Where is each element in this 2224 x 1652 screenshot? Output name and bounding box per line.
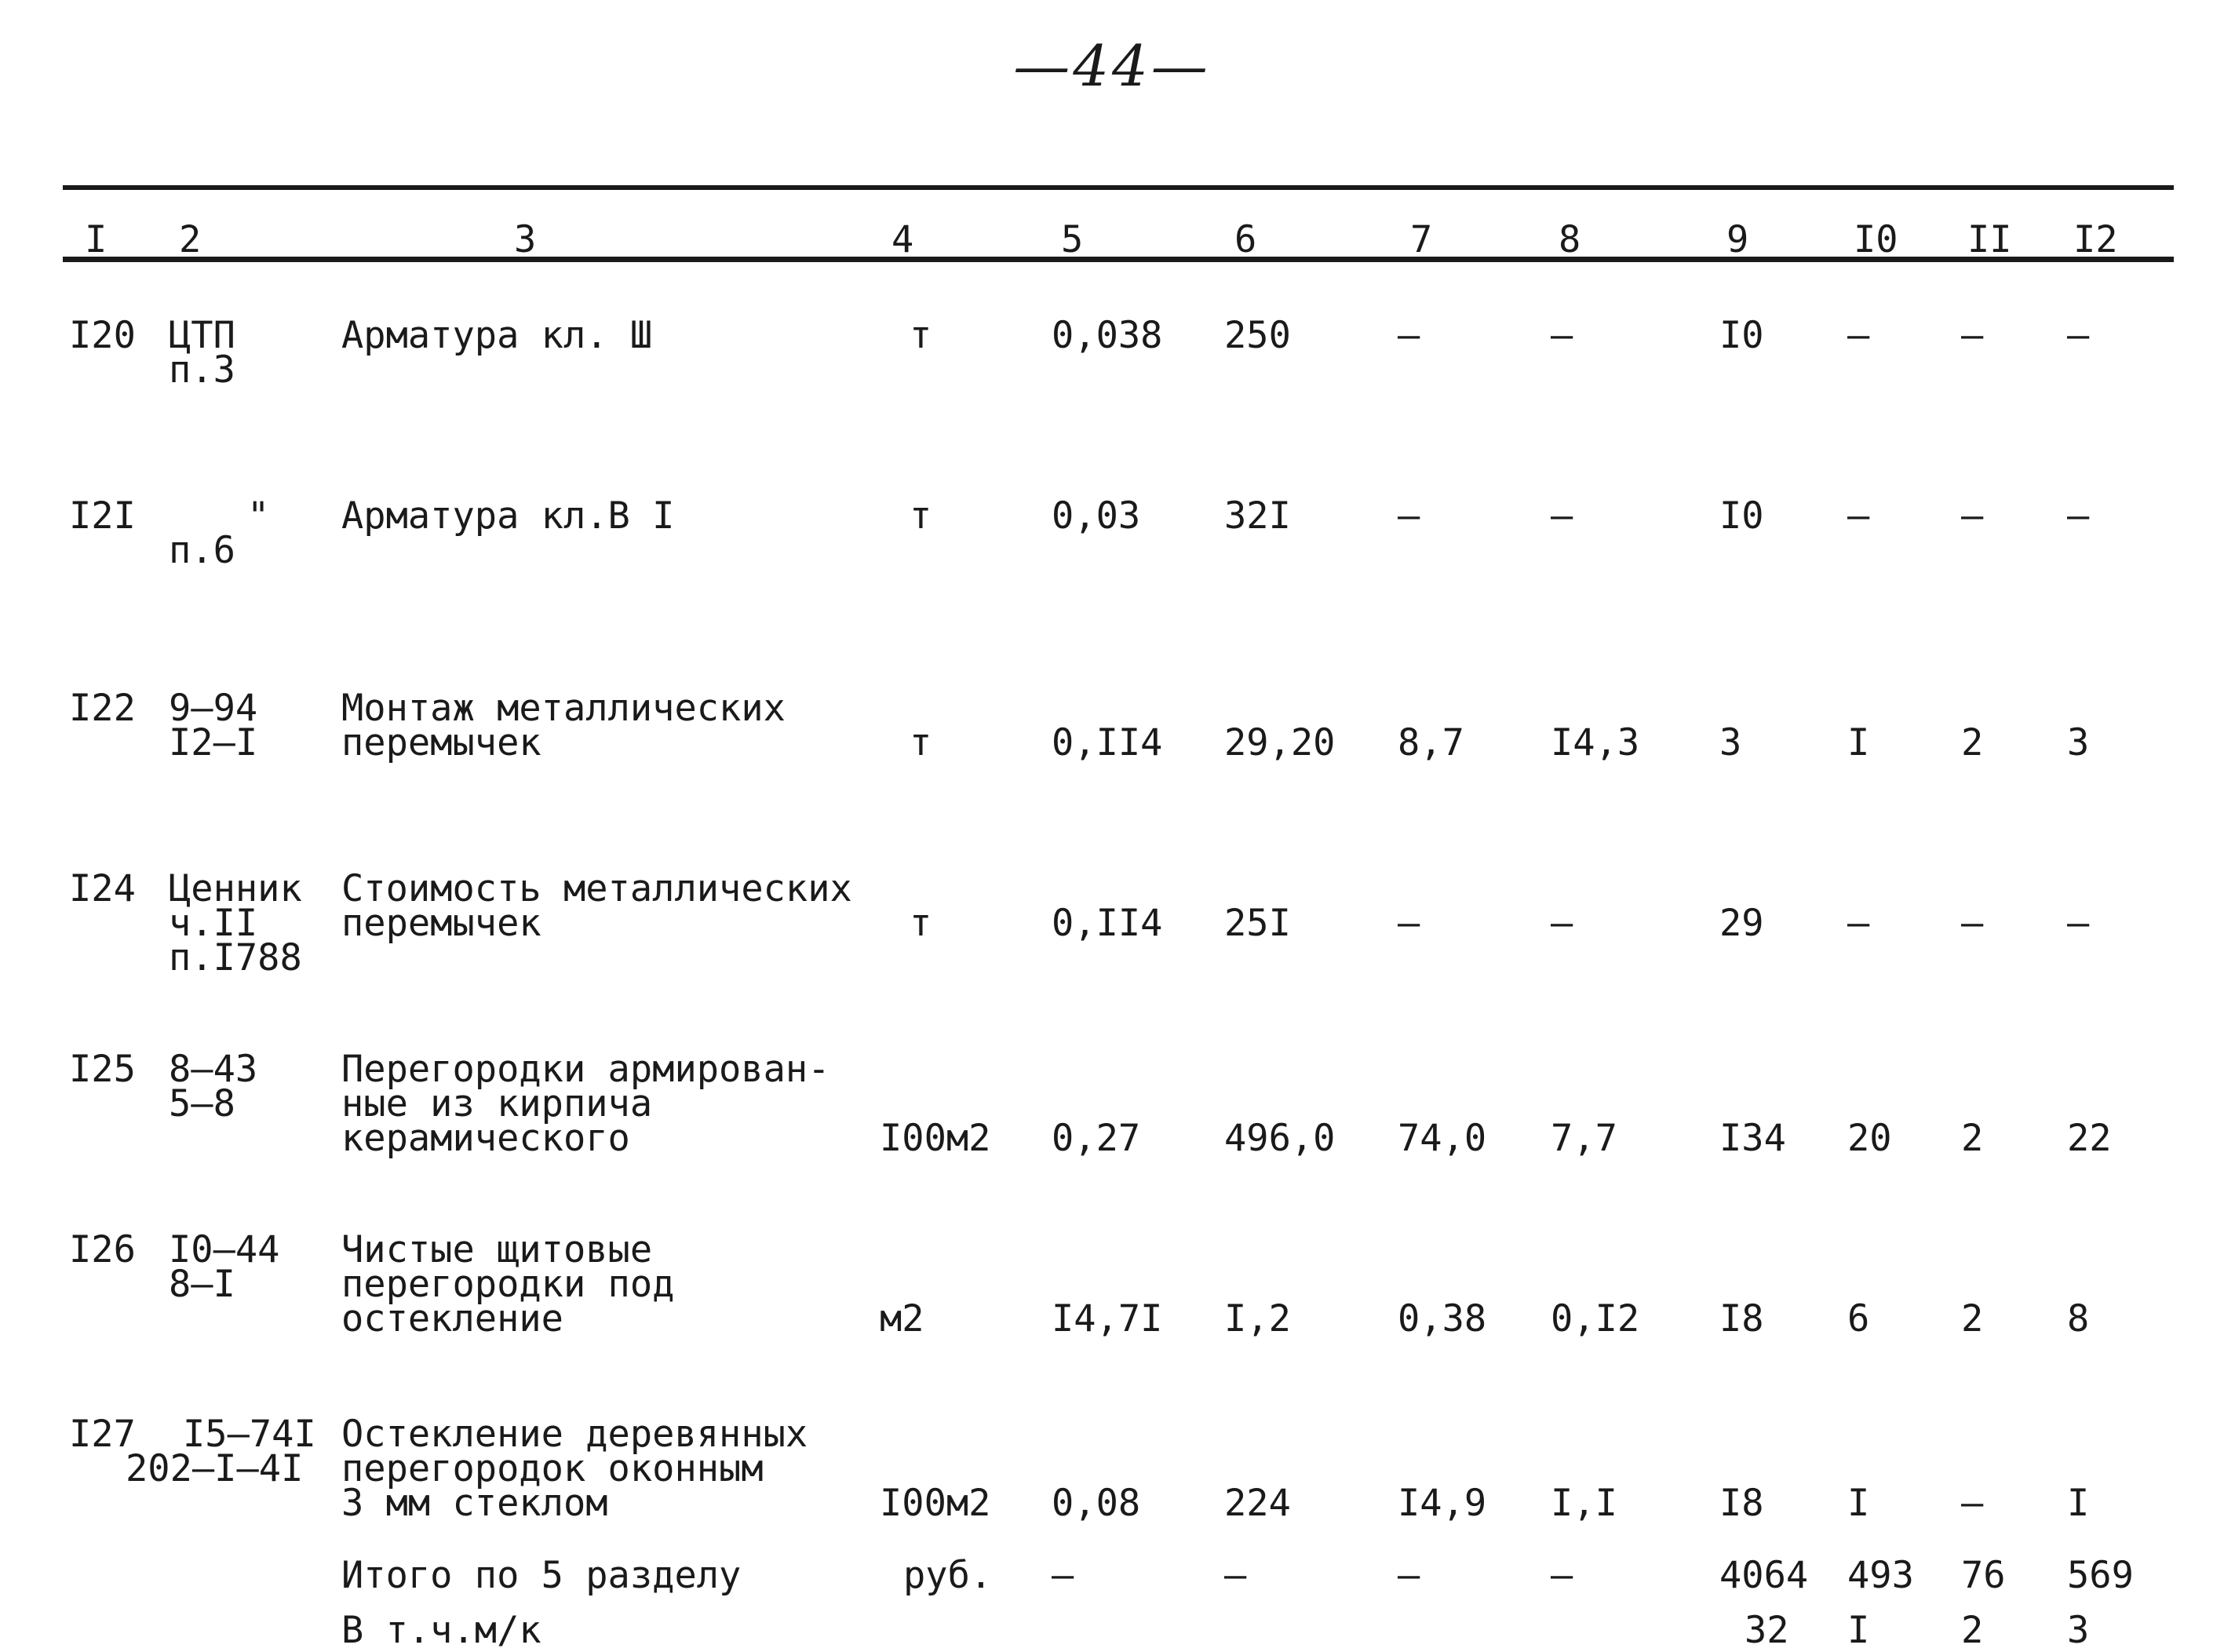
header-row <box>63 187 2174 257</box>
col-9: I8 <box>1719 1482 1764 1525</box>
col-7: – <box>1398 494 1420 538</box>
quantity: 0,27 <box>1052 1117 1141 1160</box>
header-cell: 9 <box>1726 218 1749 261</box>
work-description-line: перегородки под <box>341 1263 675 1306</box>
work-description <box>341 1178 880 1362</box>
norm-code-line: I2–I <box>169 721 258 764</box>
norm-code <box>169 817 341 997</box>
col-9: I0 <box>1719 494 1764 538</box>
col-10: 20 <box>1847 1117 1892 1160</box>
page-number: —44— <box>1013 33 1211 99</box>
norm-code-line: ЦТП <box>169 314 235 357</box>
col-12: 8 <box>2067 1297 2090 1340</box>
table-row <box>63 817 2174 997</box>
col-11: – <box>1961 1482 1984 1525</box>
norm-code-line: 8–43 <box>169 1048 258 1091</box>
table-row <box>63 997 2174 1178</box>
col-7: 74,0 <box>1398 1117 1487 1160</box>
row-number: I20 <box>69 314 136 357</box>
col-9: 3 <box>1719 721 1742 764</box>
work-description-line: Остекление деревянных <box>341 1413 808 1456</box>
quantity: 0,II4 <box>1052 902 1163 945</box>
empty-cell <box>1551 1593 1719 1648</box>
totals-c10: 493 <box>1847 1554 1914 1597</box>
totals-c12: 569 <box>2067 1554 2134 1597</box>
col-9: I0 <box>1719 314 1764 357</box>
col-10: – <box>1847 314 1870 357</box>
quantity: 0,03 <box>1052 494 1141 538</box>
subtotal-row <box>63 1593 2174 1648</box>
row-number: I24 <box>69 867 136 910</box>
norm-code-line: I5–74I <box>183 1413 316 1456</box>
subtotal-c12: 3 <box>2067 1609 2090 1652</box>
table-row <box>63 1362 2174 1535</box>
totals-row <box>63 1535 2174 1593</box>
work-description-line: 3 мм стеклом <box>341 1482 608 1525</box>
col-10: – <box>1847 902 1870 945</box>
totals-c11: 76 <box>1961 1554 2006 1597</box>
norm-code <box>169 257 341 444</box>
col-12: – <box>2067 314 2090 357</box>
norm-code <box>169 444 341 636</box>
col-10: 6 <box>1847 1297 1870 1340</box>
norm-code <box>169 997 341 1178</box>
norm-code-line: " <box>247 494 270 538</box>
work-description-line: перемычек <box>341 902 541 945</box>
norm-code-line: 8–I <box>169 1263 235 1306</box>
totals-c7: – <box>1398 1554 1420 1597</box>
norm-code <box>169 636 341 817</box>
work-description-line: Арматура кл. Ш <box>341 314 653 357</box>
empty-cell <box>1052 1593 1224 1648</box>
col-12: 3 <box>2067 721 2090 764</box>
unit-cost: 29,20 <box>1224 721 1336 764</box>
unit: I00м2 <box>880 1482 991 1525</box>
header-cell: 6 <box>1234 218 1257 261</box>
row-number: I25 <box>69 1048 136 1091</box>
unit: т <box>910 721 932 764</box>
empty-cell <box>169 1593 341 1648</box>
table-row <box>63 1178 2174 1362</box>
quantity: 0,038 <box>1052 314 1163 357</box>
row-number: I27 <box>69 1413 136 1456</box>
header-cell: 7 <box>1410 218 1433 261</box>
col-9: I34 <box>1719 1117 1786 1160</box>
col-7: 0,38 <box>1398 1297 1487 1340</box>
empty-cell <box>1224 1593 1398 1648</box>
unit-cost: 250 <box>1224 314 1291 357</box>
empty-cell <box>63 1535 169 1593</box>
norm-code-line: Ценник <box>169 867 302 910</box>
col-10: I <box>1847 1482 1870 1525</box>
totals-c6: – <box>1224 1554 1247 1597</box>
work-description-line: Арматура кл.В I <box>341 494 675 538</box>
col-11: 2 <box>1961 1117 1984 1160</box>
empty-cell <box>1398 1593 1551 1648</box>
header-cell: II <box>1967 218 2012 261</box>
header-cell: I2 <box>2073 218 2118 261</box>
unit-cost: 224 <box>1224 1482 1291 1525</box>
col-11: – <box>1961 902 1984 945</box>
empty-cell <box>63 1593 169 1648</box>
col-8: I,I <box>1551 1482 1617 1525</box>
unit-cost: 25I <box>1224 902 1291 945</box>
col-7: – <box>1398 902 1420 945</box>
unit: т <box>910 314 932 357</box>
work-description <box>341 997 880 1178</box>
col-12: 22 <box>2067 1117 2112 1160</box>
unit-cost: 32I <box>1224 494 1291 538</box>
row-number: I22 <box>69 687 136 730</box>
norm-code-line: 202–I–4I <box>126 1447 304 1490</box>
header-cell: I <box>85 218 108 261</box>
norm-code-line: 5–8 <box>169 1082 235 1125</box>
norm-code-line: ч.II <box>169 902 258 945</box>
quantity: I4,7I <box>1052 1297 1163 1340</box>
col-10: I <box>1847 721 1870 764</box>
unit-cost: 496,0 <box>1224 1117 1336 1160</box>
table-row <box>63 636 2174 817</box>
header-cell: 8 <box>1559 218 1581 261</box>
col-7: I4,9 <box>1398 1482 1487 1525</box>
table-row <box>63 257 2174 444</box>
table-row <box>63 444 2174 636</box>
totals-c5: – <box>1052 1554 1074 1597</box>
work-description-line: остекление <box>341 1297 563 1340</box>
header-cell: 5 <box>1061 218 1084 261</box>
quantity: 0,II4 <box>1052 721 1163 764</box>
col-12: I <box>2067 1482 2090 1525</box>
unit-cost: I,2 <box>1224 1297 1291 1340</box>
unit: т <box>910 902 932 945</box>
empty-cell <box>169 1535 341 1593</box>
header-cell: 3 <box>514 218 537 261</box>
col-8: – <box>1551 902 1573 945</box>
subtotal-c11: 2 <box>1961 1609 1984 1652</box>
work-description-line: ные из кирпича <box>341 1082 653 1125</box>
col-12: – <box>2067 494 2090 538</box>
col-11: – <box>1961 494 1984 538</box>
header-cell: I0 <box>1854 218 1898 261</box>
work-description <box>341 817 880 997</box>
col-11: 2 <box>1961 721 1984 764</box>
col-9: I8 <box>1719 1297 1764 1340</box>
totals-c8: – <box>1551 1554 1573 1597</box>
col-8: – <box>1551 314 1573 357</box>
subtotal-c10: I <box>1847 1609 1870 1652</box>
norm-code <box>126 1362 341 1535</box>
header-cell: 2 <box>179 218 202 261</box>
estimate-table <box>63 187 2174 1652</box>
col-12: – <box>2067 902 2090 945</box>
col-7: – <box>1398 314 1420 357</box>
totals-label: Итого по 5 разделу <box>341 1554 742 1597</box>
work-description <box>341 444 880 636</box>
work-description-line: Монтаж металлических <box>341 687 786 730</box>
work-description <box>341 636 880 817</box>
row-number: I26 <box>69 1228 136 1271</box>
norm-code-line: п.3 <box>169 348 235 392</box>
work-description-line: Стоимость металлических <box>341 867 852 910</box>
empty-cell <box>880 1593 1052 1648</box>
unit: I00м2 <box>880 1117 991 1160</box>
norm-code-line: 9–94 <box>169 687 258 730</box>
header-cell: 4 <box>891 218 914 261</box>
col-7: 8,7 <box>1398 721 1464 764</box>
subtotal-c9: 32 <box>1745 1609 1789 1652</box>
norm-code <box>169 1178 341 1362</box>
work-description-line: перегородок оконным <box>341 1447 764 1490</box>
col-9: 29 <box>1719 902 1764 945</box>
norm-code-line: п.I788 <box>169 936 302 979</box>
work-description-line: керамического <box>341 1117 630 1160</box>
col-11: – <box>1961 314 1984 357</box>
unit: м2 <box>880 1297 924 1340</box>
norm-code-line: I0–44 <box>169 1228 280 1271</box>
totals-unit: руб. <box>903 1554 993 1597</box>
col-10: – <box>1847 494 1870 538</box>
col-11: 2 <box>1961 1297 1984 1340</box>
work-description-line: Перегородки армирован- <box>341 1048 830 1091</box>
work-description <box>341 257 880 444</box>
unit: т <box>910 494 932 538</box>
work-description-line: перемычек <box>341 721 541 764</box>
col-8: 0,I2 <box>1551 1297 1640 1340</box>
work-description-line: Чистые щитовые <box>341 1228 653 1271</box>
col-8: 7,7 <box>1551 1117 1617 1160</box>
quantity: 0,08 <box>1052 1482 1141 1525</box>
work-description <box>341 1362 880 1535</box>
col-8: – <box>1551 494 1573 538</box>
norm-code-line: п.6 <box>169 529 235 572</box>
col-8: I4,3 <box>1551 721 1640 764</box>
row-number: I2I <box>69 494 136 538</box>
subtotal-label: В т.ч.м/к <box>341 1609 541 1652</box>
totals-c9: 4064 <box>1719 1554 1809 1597</box>
